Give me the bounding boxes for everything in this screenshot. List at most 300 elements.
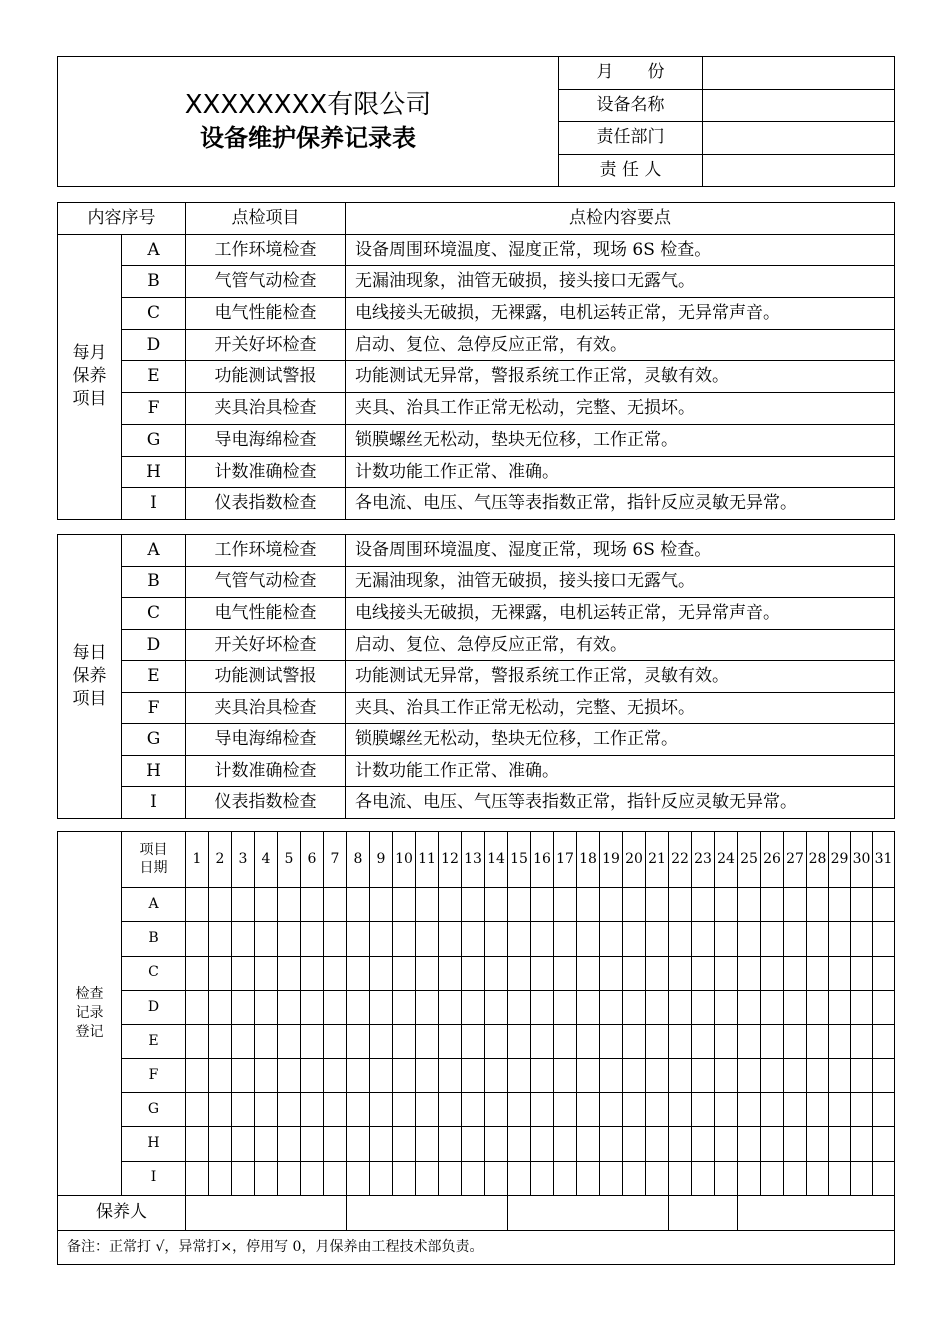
record-cell[interactable] [439,956,462,990]
record-cell[interactable] [462,922,485,956]
record-cell[interactable] [186,1127,209,1161]
record-cell[interactable] [347,956,370,990]
record-cell[interactable] [738,888,761,922]
record-cell[interactable] [439,1024,462,1058]
record-cell[interactable] [646,956,669,990]
record-cell[interactable] [324,1059,347,1093]
record-cell[interactable] [577,1024,600,1058]
record-cell[interactable] [462,888,485,922]
record-cell[interactable] [531,1161,554,1195]
record-cell[interactable] [715,990,738,1024]
record-cell[interactable] [623,1059,646,1093]
record-cell[interactable] [669,1161,692,1195]
record-cell[interactable] [347,1024,370,1058]
record-cell[interactable] [393,1161,416,1195]
record-cell[interactable] [232,956,255,990]
record-cell[interactable] [646,1093,669,1127]
record-cell[interactable] [623,1127,646,1161]
record-cell[interactable] [301,956,324,990]
record-cell[interactable] [531,990,554,1024]
record-cell[interactable] [669,990,692,1024]
record-cell[interactable] [577,1059,600,1093]
field-label-department: 责任部门 [559,122,703,155]
record-cell[interactable] [554,1127,577,1161]
record-cell[interactable] [600,888,623,922]
record-cell[interactable] [761,922,784,956]
record-cell[interactable] [807,1024,829,1058]
record-cell[interactable] [715,1127,738,1161]
record-cell[interactable] [324,888,347,922]
record-cell[interactable] [324,1024,347,1058]
record-cell[interactable] [531,1024,554,1058]
record-cell[interactable] [278,990,301,1024]
record-cell[interactable] [669,888,692,922]
field-value-person[interactable] [703,154,895,187]
record-cell[interactable] [807,990,829,1024]
record-cell[interactable] [807,956,829,990]
record-cell[interactable] [829,888,851,922]
record-cell[interactable] [232,990,255,1024]
daily-maintenance-table [57,534,895,819]
record-cell[interactable] [738,1059,761,1093]
record-cell[interactable] [873,1093,895,1127]
record-cell[interactable] [439,888,462,922]
record-cell[interactable] [600,1059,623,1093]
record-cell[interactable] [485,956,508,990]
record-cell[interactable] [873,956,895,990]
field-value-device[interactable] [703,89,895,122]
record-cell[interactable] [324,922,347,956]
record-cell[interactable] [851,1059,873,1093]
record-cell[interactable] [761,1127,784,1161]
record-cell[interactable] [646,1024,669,1058]
record-cell[interactable] [278,922,301,956]
maintainer-signature-cell[interactable] [669,1195,738,1230]
record-cell[interactable] [692,1161,715,1195]
record-cell[interactable] [784,956,807,990]
record-cell[interactable] [715,956,738,990]
record-cell[interactable] [255,922,278,956]
record-cell[interactable] [692,956,715,990]
record-cell[interactable] [485,1059,508,1093]
record-cell[interactable] [301,1093,324,1127]
record-cell[interactable] [416,1024,439,1058]
record-cell[interactable] [370,1161,393,1195]
record-cell[interactable] [209,1024,232,1058]
day-header: 4 [255,832,278,888]
record-cell[interactable] [692,1093,715,1127]
record-cell[interactable] [232,1024,255,1058]
record-cell[interactable] [370,1024,393,1058]
record-cell[interactable] [278,1161,301,1195]
field-value-department[interactable] [703,122,895,155]
record-cell[interactable] [531,922,554,956]
record-cell[interactable] [485,1161,508,1195]
record-cell[interactable] [715,922,738,956]
record-cell[interactable] [186,990,209,1024]
record-cell[interactable] [508,990,531,1024]
record-cell[interactable] [186,1024,209,1058]
record-cell[interactable] [873,1161,895,1195]
record-cell[interactable] [807,1059,829,1093]
record-cell[interactable] [669,1093,692,1127]
record-cell[interactable] [600,1093,623,1127]
row-item: 开关好坏检查 [186,629,346,661]
record-cell[interactable] [462,1127,485,1161]
record-cell[interactable] [738,956,761,990]
record-cell[interactable] [829,1093,851,1127]
record-cell[interactable] [278,888,301,922]
record-cell[interactable] [829,1161,851,1195]
record-cell[interactable] [600,922,623,956]
record-cell[interactable] [232,1059,255,1093]
record-cell[interactable] [646,990,669,1024]
record-cell[interactable] [462,1161,485,1195]
record-cell[interactable] [554,888,577,922]
record-cell[interactable] [324,1161,347,1195]
record-cell[interactable] [416,1127,439,1161]
record-cell[interactable] [577,1093,600,1127]
record-cell[interactable] [577,990,600,1024]
record-cell[interactable] [600,990,623,1024]
record-cell[interactable] [209,990,232,1024]
record-cell[interactable] [209,956,232,990]
record-cell[interactable] [186,922,209,956]
record-cell[interactable] [439,990,462,1024]
record-cell[interactable] [784,1161,807,1195]
record-cell[interactable] [324,956,347,990]
record-cell[interactable] [600,1127,623,1161]
record-cell[interactable] [784,1093,807,1127]
record-cell[interactable] [623,990,646,1024]
record-cell[interactable] [278,1059,301,1093]
record-cell[interactable] [324,1127,347,1161]
record-cell[interactable] [554,956,577,990]
column-header-points: 点检内容要点 [346,203,895,235]
record-cell[interactable] [669,1127,692,1161]
record-cell[interactable] [873,888,895,922]
record-cell[interactable] [851,1093,873,1127]
record-cell[interactable] [851,990,873,1024]
record-cell[interactable] [873,922,895,956]
record-cell[interactable] [577,1161,600,1195]
record-cell[interactable] [873,1024,895,1058]
record-cell[interactable] [669,956,692,990]
record-cell[interactable] [370,888,393,922]
record-cell[interactable] [209,1093,232,1127]
record-cell[interactable] [416,1093,439,1127]
record-cell[interactable] [829,922,851,956]
record-cell[interactable] [784,990,807,1024]
record-cell[interactable] [623,1093,646,1127]
record-cell[interactable] [232,1161,255,1195]
record-cell[interactable] [784,1127,807,1161]
record-cell[interactable] [807,1093,829,1127]
record-cell[interactable] [761,1093,784,1127]
record-cell[interactable] [301,1161,324,1195]
record-cell[interactable] [255,990,278,1024]
record-cell[interactable] [692,888,715,922]
record-cell[interactable] [255,1161,278,1195]
record-cell[interactable] [439,1059,462,1093]
record-row-label: A [122,888,186,922]
record-cell[interactable] [508,922,531,956]
record-cell[interactable] [851,1024,873,1058]
record-cell[interactable] [393,956,416,990]
record-cell[interactable] [623,922,646,956]
record-cell[interactable] [416,1059,439,1093]
record-cell[interactable] [370,1093,393,1127]
record-cell[interactable] [623,888,646,922]
record-cell[interactable] [738,1093,761,1127]
table-row [58,566,895,598]
record-cell[interactable] [531,1093,554,1127]
record-cell[interactable] [851,1127,873,1161]
record-cell[interactable] [600,1161,623,1195]
record-cell[interactable] [508,956,531,990]
record-cell[interactable] [255,1127,278,1161]
record-cell[interactable] [347,922,370,956]
record-cell[interactable] [646,888,669,922]
record-cell[interactable] [554,1093,577,1127]
record-cell[interactable] [715,1059,738,1093]
record-cell[interactable] [462,956,485,990]
record-cell[interactable] [807,1127,829,1161]
record-cell[interactable] [807,888,829,922]
record-cell[interactable] [531,1127,554,1161]
table-row [58,922,895,956]
record-cell[interactable] [439,1161,462,1195]
record-cell[interactable] [301,990,324,1024]
record-cell[interactable] [738,1161,761,1195]
record-cell[interactable] [531,956,554,990]
record-cell[interactable] [209,1127,232,1161]
record-cell[interactable] [829,1127,851,1161]
record-cell[interactable] [347,1127,370,1161]
record-cell[interactable] [278,1024,301,1058]
record-cell[interactable] [439,1127,462,1161]
maintainer-signature-cell[interactable] [186,1195,347,1230]
record-cell[interactable] [370,1127,393,1161]
record-cell[interactable] [508,888,531,922]
record-cell[interactable] [761,990,784,1024]
record-cell[interactable] [370,990,393,1024]
record-cell[interactable] [807,922,829,956]
record-cell[interactable] [393,1059,416,1093]
record-cell[interactable] [301,1127,324,1161]
record-cell[interactable] [577,956,600,990]
record-cell[interactable] [393,888,416,922]
record-cell[interactable] [692,922,715,956]
table-row [58,1127,895,1161]
maintainer-signature-cell[interactable] [738,1195,895,1230]
maintainer-signature-cell[interactable] [508,1195,669,1230]
record-cell[interactable] [416,956,439,990]
record-cell[interactable] [255,1059,278,1093]
record-cell[interactable] [485,1093,508,1127]
record-cell[interactable] [232,1127,255,1161]
record-cell[interactable] [485,922,508,956]
record-cell[interactable] [761,1059,784,1093]
record-cell[interactable] [577,1127,600,1161]
record-cell[interactable] [393,1127,416,1161]
field-value-month[interactable] [703,57,895,90]
record-cell[interactable] [577,888,600,922]
record-cell[interactable] [232,888,255,922]
record-cell[interactable] [508,1093,531,1127]
record-cell[interactable] [301,1059,324,1093]
record-cell[interactable] [761,1024,784,1058]
record-cell[interactable] [301,922,324,956]
record-cell[interactable] [416,1161,439,1195]
record-cell[interactable] [186,1059,209,1093]
record-cell[interactable] [393,1093,416,1127]
record-cell[interactable] [324,1093,347,1127]
record-cell[interactable] [554,922,577,956]
record-cell[interactable] [554,1024,577,1058]
record-cell[interactable] [784,1024,807,1058]
record-cell[interactable] [600,956,623,990]
record-cell[interactable] [761,1161,784,1195]
record-cell[interactable] [393,990,416,1024]
record-cell[interactable] [485,990,508,1024]
record-cell[interactable] [232,1093,255,1127]
record-cell[interactable] [761,888,784,922]
record-cell[interactable] [462,1093,485,1127]
record-cell[interactable] [646,1127,669,1161]
record-cell[interactable] [370,956,393,990]
record-cell[interactable] [416,888,439,922]
record-cell[interactable] [278,1127,301,1161]
record-cell[interactable] [554,1161,577,1195]
record-cell[interactable] [278,956,301,990]
record-cell[interactable] [324,990,347,1024]
record-cell[interactable] [278,1093,301,1127]
record-cell[interactable] [209,1161,232,1195]
record-cell[interactable] [186,1093,209,1127]
record-cell[interactable] [692,1127,715,1161]
record-cell[interactable] [851,888,873,922]
record-cell[interactable] [692,1024,715,1058]
record-cell[interactable] [232,922,255,956]
record-cell[interactable] [738,922,761,956]
record-cell[interactable] [370,1059,393,1093]
record-cell[interactable] [646,1059,669,1093]
record-cell[interactable] [807,1161,829,1195]
record-cell[interactable] [761,956,784,990]
record-cell[interactable] [462,1059,485,1093]
record-cell[interactable] [646,1161,669,1195]
record-cell[interactable] [829,956,851,990]
record-cell[interactable] [851,956,873,990]
record-cell[interactable] [485,1127,508,1161]
record-cell[interactable] [600,1024,623,1058]
record-cell[interactable] [873,990,895,1024]
record-cell[interactable] [715,1093,738,1127]
record-cell[interactable] [577,922,600,956]
record-cell[interactable] [508,1127,531,1161]
record-cell[interactable] [829,1059,851,1093]
record-cell[interactable] [851,1161,873,1195]
record-cell[interactable] [738,1024,761,1058]
record-cell[interactable] [508,1161,531,1195]
record-cell[interactable] [186,956,209,990]
record-cell[interactable] [347,1059,370,1093]
record-cell[interactable] [531,1059,554,1093]
record-cell[interactable] [347,888,370,922]
record-cell[interactable] [485,1024,508,1058]
record-cell[interactable] [416,990,439,1024]
record-cell[interactable] [209,922,232,956]
record-cell[interactable] [347,1093,370,1127]
day-header: 6 [301,832,324,888]
record-cell[interactable] [186,1161,209,1195]
record-cell[interactable] [554,1059,577,1093]
record-cell[interactable] [531,888,554,922]
record-cell[interactable] [715,1024,738,1058]
record-cell[interactable] [416,922,439,956]
record-cell[interactable] [439,1093,462,1127]
record-cell[interactable] [784,922,807,956]
record-cell[interactable] [255,1093,278,1127]
record-cell[interactable] [829,1024,851,1058]
record-cell[interactable] [669,1059,692,1093]
record-cell[interactable] [692,990,715,1024]
record-cell[interactable] [692,1059,715,1093]
record-cell[interactable] [255,956,278,990]
record-cell[interactable] [209,888,232,922]
record-cell[interactable] [209,1059,232,1093]
record-cell[interactable] [784,1059,807,1093]
record-cell[interactable] [669,922,692,956]
record-cell[interactable] [669,1024,692,1058]
record-cell[interactable] [623,1161,646,1195]
record-cell[interactable] [393,1024,416,1058]
day-header: 14 [485,832,508,888]
record-cell[interactable] [186,888,209,922]
record-cell[interactable] [370,922,393,956]
record-cell[interactable] [738,1127,761,1161]
record-cell[interactable] [347,990,370,1024]
record-cell[interactable] [623,1024,646,1058]
record-cell[interactable] [873,1059,895,1093]
record-cell[interactable] [738,990,761,1024]
maintainer-signature-cell[interactable] [347,1195,508,1230]
record-cell[interactable] [255,888,278,922]
record-cell[interactable] [829,990,851,1024]
record-cell[interactable] [508,1024,531,1058]
record-cell[interactable] [508,1059,531,1093]
record-cell[interactable] [393,922,416,956]
record-cell[interactable] [715,888,738,922]
record-cell[interactable] [623,956,646,990]
record-cell[interactable] [462,990,485,1024]
record-cell[interactable] [784,888,807,922]
record-cell[interactable] [347,1161,370,1195]
record-cell[interactable] [462,1024,485,1058]
record-cell[interactable] [439,922,462,956]
day-header: 11 [416,832,439,888]
record-cell[interactable] [715,1161,738,1195]
record-cell[interactable] [485,888,508,922]
record-cell[interactable] [255,1024,278,1058]
record-cell[interactable] [851,922,873,956]
record-cell[interactable] [301,888,324,922]
record-cell[interactable] [554,990,577,1024]
record-cell[interactable] [646,922,669,956]
record-cell[interactable] [301,1024,324,1058]
record-cell[interactable] [873,1127,895,1161]
